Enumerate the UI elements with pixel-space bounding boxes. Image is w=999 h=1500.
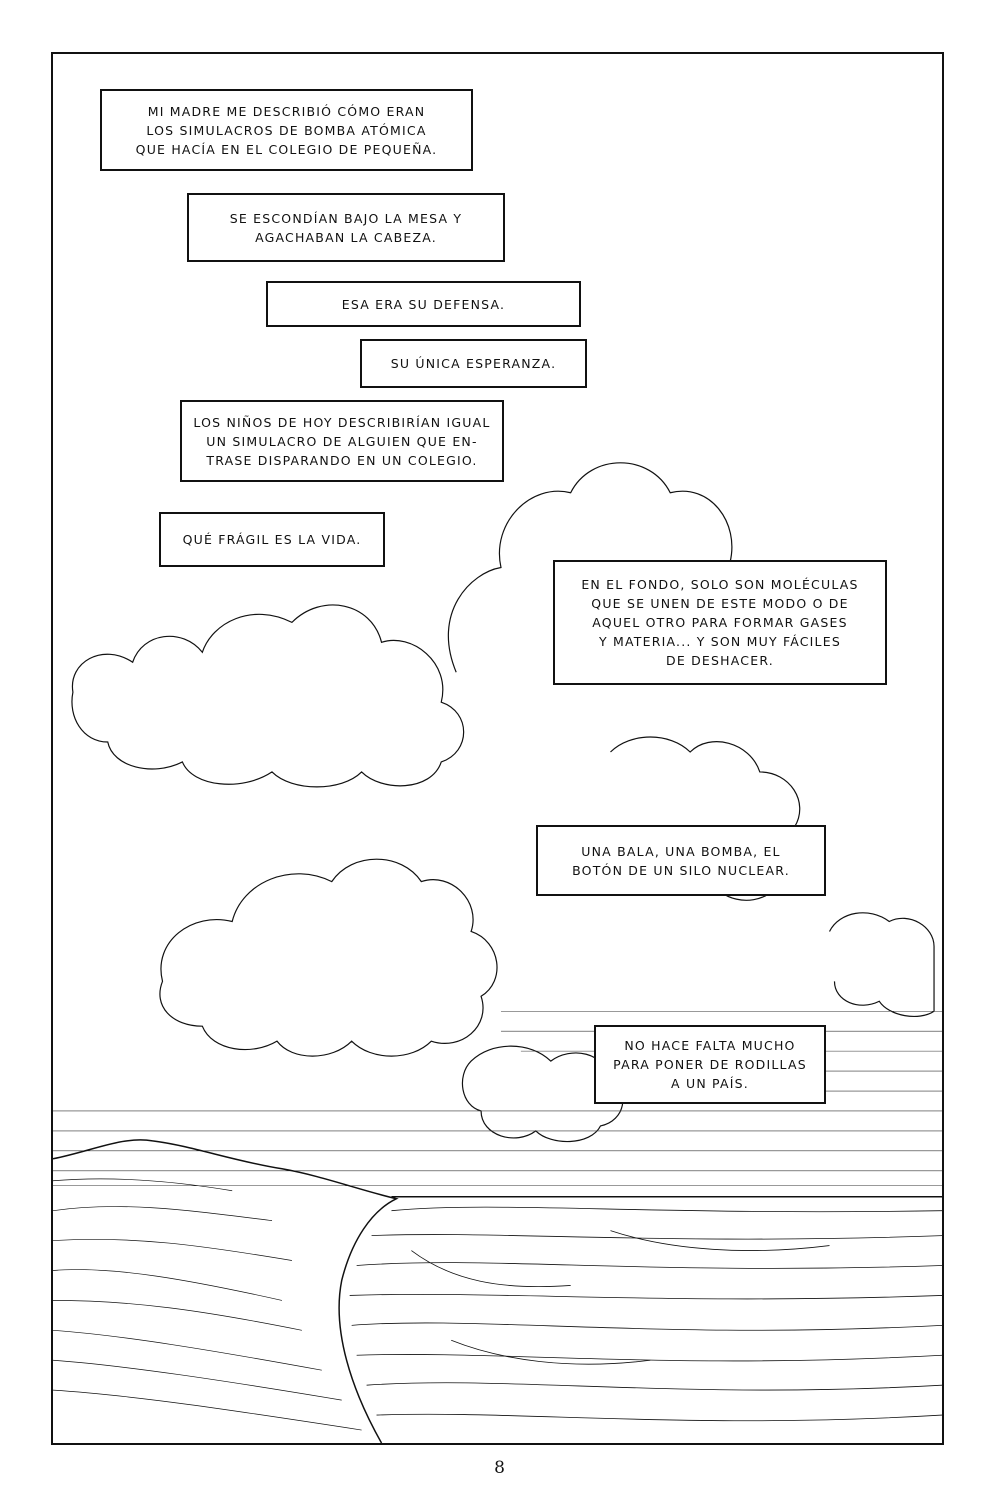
caption-box: MI MADRE ME DESCRIBIÓ CÓMO ERAN LOS SIMULACROS DE BOMBA ATÓMICA QUE HACÍA EN EL COLEGIO DE PEQUEÑA.: [100, 89, 473, 171]
cloud-mid: [160, 859, 497, 1056]
landscape-illustration: [53, 54, 942, 1443]
cloud-left: [72, 605, 464, 787]
caption-box: NO HACE FALTA MUCHO PARA PONER DE RODILLAS A UN PAÍS.: [594, 1025, 826, 1104]
caption-box: SE ESCONDÍAN BAJO LA MESA Y AGACHABAN LA CABEZA.: [187, 193, 505, 262]
caption-box: SU ÚNICA ESPERANZA.: [360, 339, 587, 388]
sea-waves: [350, 1207, 942, 1421]
cloud-far-right: [830, 913, 935, 1017]
caption-box: LOS NIÑOS DE HOY DESCRIBIRÍAN IGUAL UN SIMULACRO DE ALGUIEN QUE EN- TRASE DISPARANDO EN UN COLEGIO.: [180, 400, 504, 482]
caption-box: ESA ERA SU DEFENSA.: [266, 281, 581, 327]
caption-box: QUÉ FRÁGIL ES LA VIDA.: [159, 512, 385, 567]
hill-outline: [53, 1140, 396, 1443]
caption-box: EN EL FONDO, SOLO SON MOLÉCULAS QUE SE UNEN DE ESTE MODO O DE AQUEL OTRO PARA FORMAR GASES Y MATERIA... Y SON MUY FÁCILES DE DESHACER.: [553, 560, 887, 685]
page-number: 8: [494, 1458, 505, 1478]
comic-panel: [51, 52, 944, 1445]
caption-box: UNA BALA, UNA BOMBA, EL BOTÓN DE UN SILO NUCLEAR.: [536, 825, 826, 896]
